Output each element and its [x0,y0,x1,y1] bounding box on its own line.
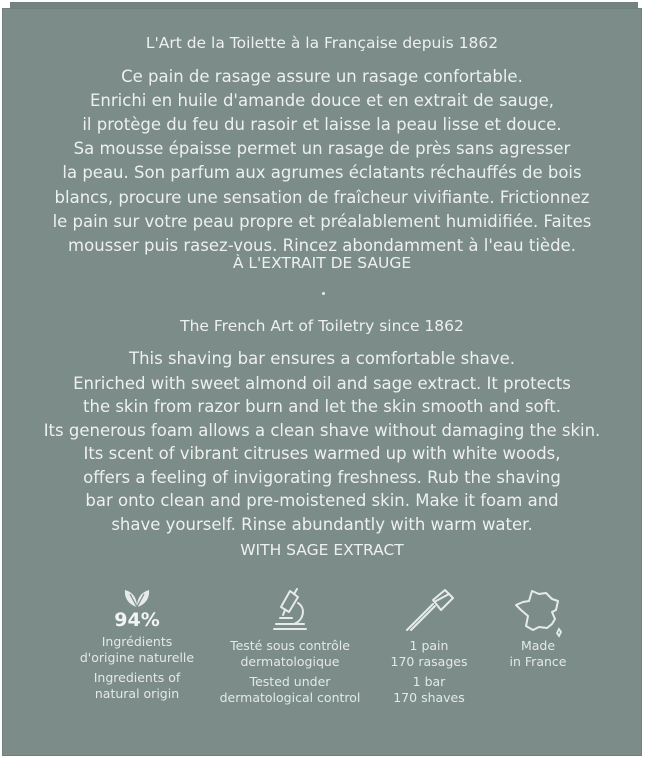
leaf-icon [120,588,154,608]
french-line: mousser puis rasez-vous. Rincez abondamment à l'eau tiède. [68,236,576,255]
badge-fr-text: dermatologique [240,654,340,669]
badge-en-text: Ingredients of [93,670,181,685]
french-line: la peau. Son parfum aux agrumes éclatants réchauffés de bois [62,163,582,182]
badge-en-text: natural origin [94,686,180,701]
badge-fr-text: d'origine naturelle [79,650,195,665]
badge-fr-text: 1 pain [409,638,449,653]
english-line: offers a feeling of invigorating freshness. Rub the shaving [83,468,561,487]
badge-en-text: 170 shaves [393,690,465,705]
french-line: blancs, procure une sensation de fraîcheur vivifiante. Frictionnez [54,188,590,207]
english-subtitle: WITH SAGE EXTRACT [240,541,404,559]
packaging-panel [2,8,642,756]
french-line: le pain sur votre peau propre et préalablement humidifiée. Faites [52,212,592,231]
french-subtitle: À L'EXTRAIT DE SAUGE [232,254,412,272]
french-line: il protège du feu du rasoir et laisse la peau lisse et douce. [82,115,562,134]
french-line: Sa mousse épaisse permet un rasage de près sans agresser [73,139,571,158]
french-line: Enrichi en huile d'amande douce et en extrait de sauge, [90,91,554,110]
english-line: Enriched with sweet almond oil and sage extract. It protects [73,374,571,393]
english-heading: The French Art of Toiletry since 1862 [180,317,464,335]
english-line: shave yourself. Rinse abundantly with warm water. [111,515,533,534]
english-line: Its scent of vibrant citruses warmed up with white woods, [83,444,561,463]
france-map-icon [512,588,564,638]
badge-fr-text: Ingrédients [101,634,173,649]
badge-row [2,588,642,738]
badge-text: in France [509,654,567,669]
french-heading: L'Art de la Toilette à la Française depuis 1862 [145,34,499,52]
badge-text: Made [520,638,556,653]
natural-percent: 94% [114,609,160,631]
badge-fr-text: 170 rasages [390,654,468,669]
badge-en-text: dermatological control [219,690,361,705]
badge-natural-origin [57,588,217,702]
badge-fr-text: Testé sous contrôle [230,638,350,653]
badge-dermatological [210,588,370,706]
english-line: Its generous foam allows a clean shave without damaging the skin. [43,421,601,440]
microscope-icon [268,588,312,634]
separator-dot [322,292,325,295]
english-line: This shaving bar ensures a comfortable shave. [129,349,515,368]
badge-made-in-france [458,588,618,670]
english-line: the skin from razor burn and let the skin smooth and soft. [83,397,561,416]
english-line: bar onto clean and pre-moistened skin. Make it foam and [85,491,559,510]
badge-en-text: 1 bar [412,674,446,689]
badge-en-text: Tested under [249,674,331,689]
razor-icon [401,588,457,634]
french-line: Ce pain de rasage assure un rasage confortable. [121,67,523,86]
